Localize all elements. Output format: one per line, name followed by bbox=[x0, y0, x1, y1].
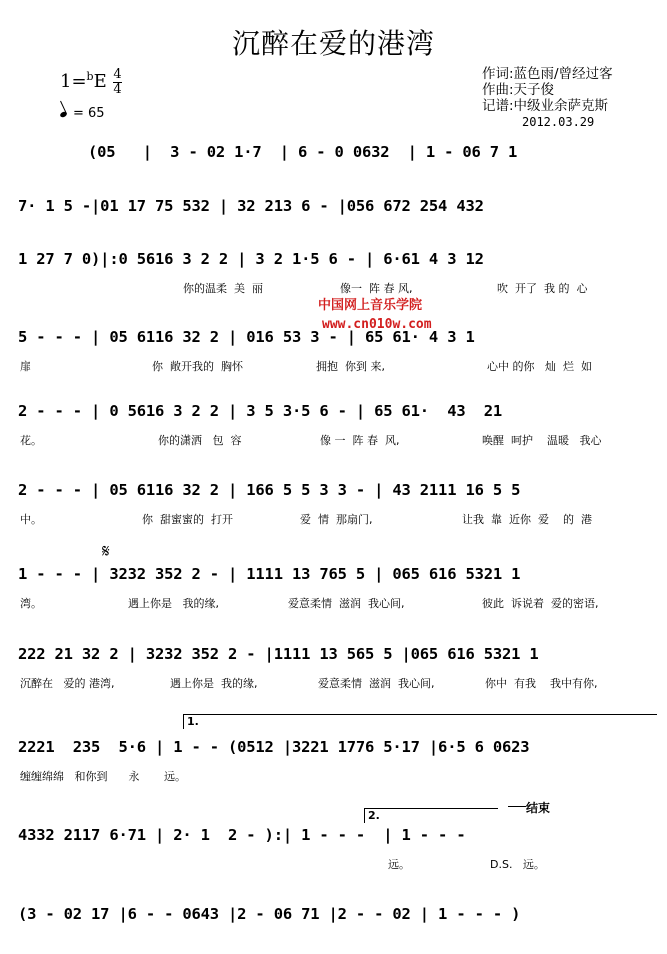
score-row bbox=[0, 402, 667, 447]
lyric-line: 爱 情 那扇门, bbox=[300, 513, 373, 526]
time-signature-bottom: 4 bbox=[113, 82, 122, 97]
time-signature bbox=[113, 68, 122, 97]
score-row bbox=[0, 328, 667, 373]
lyric-line: 扉 bbox=[20, 360, 31, 373]
score-row bbox=[0, 143, 667, 169]
notation-line: 2 - - - | 0 5616 3 2 2 | 3 5 3·5 6 - | 65 61· 43 21 bbox=[18, 402, 502, 420]
lyric-line: 心中 的你 灿 烂 如 bbox=[487, 360, 592, 373]
lyric-line: 爱意柔情 滋润 我心间, bbox=[318, 677, 435, 690]
ending-mark: 结束 bbox=[526, 801, 551, 815]
lyric-line: 中。 bbox=[20, 513, 42, 526]
notation-line: 2221 235 5·6 | 1 - - (0512 |3221 1776 5·17 |6·5 6 0623 bbox=[18, 738, 530, 756]
key-signature bbox=[60, 70, 107, 92]
volta-1-label: 1. bbox=[187, 715, 199, 728]
score-row bbox=[0, 905, 667, 931]
quarter-note-icon bbox=[59, 111, 67, 118]
notation-line: (3 - 02 17 |6 - - 0643 |2 - 06 71 |2 - - 02 | 1 - - - ) bbox=[18, 905, 521, 923]
notation-line: 1 - - - | 3232 352 2 - | 1111 13 765 5 | 065 616 5321 1 bbox=[18, 565, 521, 583]
lyric-line: 吹 开了 我 的 心 bbox=[497, 282, 588, 295]
lyric-line: 唤醒 呵护 温暖 我心 bbox=[482, 434, 602, 447]
segno-icon: 𝄋 bbox=[102, 541, 110, 562]
watermark-site-name: 中国网上音乐学院 bbox=[318, 298, 423, 313]
lyric-line: 遇上你是 我的缘, bbox=[128, 597, 219, 610]
score-row bbox=[0, 481, 667, 526]
lyric-line: 让我 靠 近你 爱 的 港 bbox=[462, 513, 592, 526]
time-signature-top: 4 bbox=[113, 67, 122, 82]
volta-2 bbox=[364, 808, 498, 823]
credits bbox=[482, 66, 613, 130]
lyric-line: 彼此 诉说着 爱的密语, bbox=[482, 597, 599, 610]
score-row bbox=[0, 738, 667, 783]
tempo-marking bbox=[60, 106, 105, 121]
key-flat: b bbox=[86, 70, 94, 83]
notation-line: 222 21 32 2 | 3232 352 2 - |1111 13 565 5 |065 616 5321 1 bbox=[18, 645, 539, 663]
tempo-value: = 65 bbox=[73, 106, 105, 121]
lyricist: 作词:蓝色雨/曾经过客 bbox=[482, 66, 613, 82]
lyric-line: 你 敞开我的 胸怀 bbox=[152, 360, 243, 373]
score-row bbox=[0, 826, 667, 871]
song-title: 沉醉在爱的港湾 bbox=[231, 27, 435, 60]
notation-line: 4332 2117 6·71 | 2· 1 2 - ):| 1 - - - | 1 - - - bbox=[18, 826, 466, 844]
lyric-line: 拥抱 你到 来, bbox=[316, 360, 385, 373]
lyric-line: 花。 bbox=[20, 434, 42, 447]
notation-line: 2 - - - | 05 6116 32 2 | 166 5 5 3 3 - | 43 2111 16 5 5 bbox=[18, 481, 521, 499]
score-row bbox=[0, 250, 667, 295]
lyric-line: 像 一 阵 春 风, bbox=[320, 434, 400, 447]
score-row bbox=[0, 565, 667, 610]
notation-by: 记谱:中级业余萨克斯 bbox=[482, 98, 609, 114]
lyric-line: 你 甜蜜蜜的 打开 bbox=[142, 513, 233, 526]
score-row bbox=[0, 645, 667, 690]
watermark-url: www.cn010w.com bbox=[322, 317, 432, 332]
lyric-line: 你的温柔 美 丽 bbox=[183, 282, 263, 295]
lyric-line: 你的潇洒 包 容 bbox=[158, 434, 242, 447]
lyric-line: 远。 bbox=[388, 858, 410, 871]
score-row bbox=[0, 197, 667, 223]
notation-line: (05 | 3 - 02 1·7 | 6 - 0 0632 | 1 - 06 7 1 bbox=[88, 143, 518, 161]
lyric-line: 遇上你是 我的缘, bbox=[170, 677, 258, 690]
volta-1 bbox=[183, 714, 657, 729]
lyric-line: 湾。 bbox=[20, 597, 42, 610]
composer: 作曲:天子俊 bbox=[482, 82, 555, 98]
lyric-line: 沉醉在 爱的 港湾, bbox=[20, 677, 115, 690]
key-note: E bbox=[93, 71, 107, 92]
lyric-line: 你中 有我 我中有你, bbox=[485, 677, 598, 690]
notation-line: 7· 1 5 -|01 17 75 532 | 32 213 6 - |056 672 254 432 bbox=[18, 197, 484, 215]
ending-line bbox=[508, 806, 526, 807]
date: 2012.03.29 bbox=[522, 115, 595, 129]
lyric-line: 缠缠绵绵 和你到 永 远。 bbox=[20, 770, 186, 783]
notation-line: 1 27 7 0)|:0 5616 3 2 2 | 3 2 1·5 6 - | 6·61 4 3 12 bbox=[18, 250, 484, 268]
key-prefix: 1= bbox=[60, 71, 87, 92]
volta-2-label: 2. bbox=[368, 809, 380, 822]
lyric-line: 像一 阵 春 风, bbox=[340, 282, 413, 295]
lyric-line: 爱意柔情 滋润 我心间, bbox=[288, 597, 405, 610]
notation-line: 5 - - - | 05 6116 32 2 | 016 53 3 - | 65 61· 4 3 1 bbox=[18, 328, 475, 346]
lyric-line: D.S. 远。 bbox=[490, 858, 545, 871]
